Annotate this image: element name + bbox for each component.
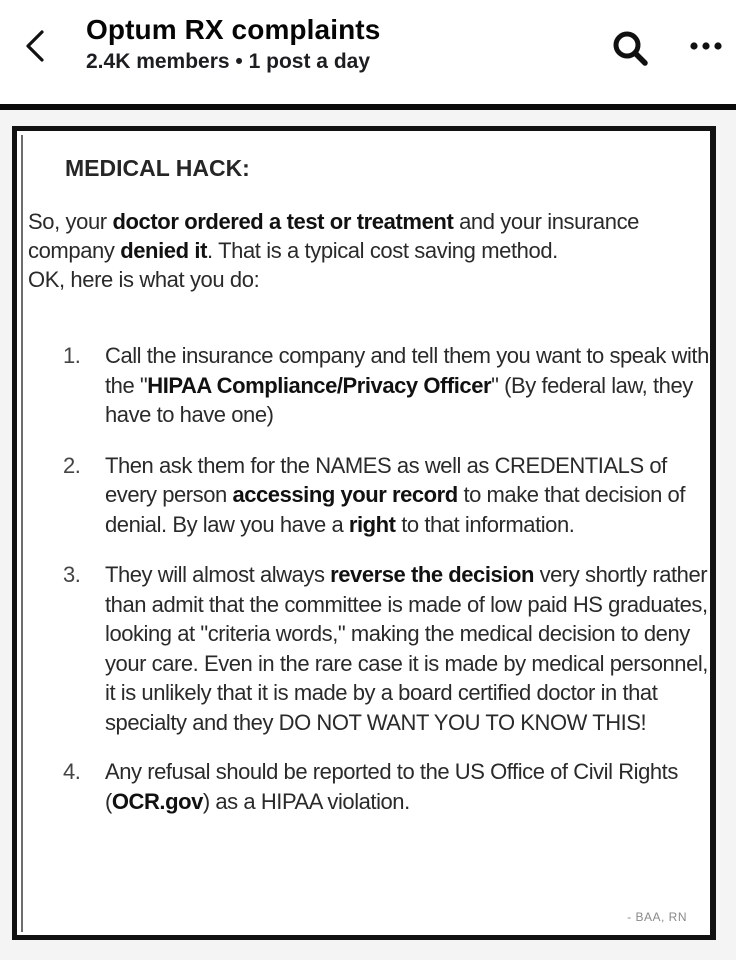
group-meta <box>86 50 370 74</box>
item-bold: right <box>348 511 396 537</box>
list-item <box>63 560 713 737</box>
item-text: They will almost always <box>105 562 331 587</box>
list-number: 4. <box>63 759 81 784</box>
back-button[interactable] <box>18 26 54 66</box>
list-item <box>63 341 713 430</box>
meta-separator: • <box>235 50 243 73</box>
item-text: to make that decision of denial. By law you have a <box>105 482 685 537</box>
item-text: to that information. <box>395 511 575 537</box>
post-image-area <box>0 110 736 960</box>
item-text: Then ask them for the NAMES as well as CREDENTIALS of every person <box>105 452 667 507</box>
item-text: Call the insurance company and tell them you want to speak with the " <box>105 343 709 398</box>
post-intro <box>28 207 708 294</box>
post-signature: - BAA, RN <box>627 910 687 924</box>
list-number: 2. <box>63 452 81 478</box>
group-title[interactable]: Optum RX complaints <box>86 14 381 45</box>
intro-instruction: OK, here is what you do: <box>28 267 260 292</box>
intro-bold: doctor ordered a test or treatment <box>112 209 454 234</box>
item-bold: reverse the decision <box>330 562 534 587</box>
item-bold: accessing your record <box>232 482 458 507</box>
post-frequency: 1 post a day <box>248 50 371 73</box>
group-header <box>0 0 736 104</box>
search-icon <box>610 28 650 68</box>
intro-bold: denied it <box>120 238 208 263</box>
more-horizontal-icon <box>686 32 726 62</box>
item-bold: OCR.gov <box>111 788 203 814</box>
intro-text: . That is a typical cost saving method. <box>207 238 558 263</box>
item-text: Any refusal should be reported to the US Office of Civil Rights ( <box>105 759 678 814</box>
list-item <box>63 451 713 540</box>
list-number: 1. <box>63 343 81 368</box>
item-text: very shortly rather than admit that the committee is made of low paid HS graduates, looking at "criteria words," making the medical decision to deny your care. Even in the rare case it is made by medical personnel, it is unlikely that it is made by a board certified doctor in that specialty and they DO NOT WANT YOU TO KNOW THIS! <box>105 562 708 735</box>
chevron-left-icon <box>18 26 54 66</box>
list-number: 3. <box>63 562 81 587</box>
instruction-list <box>63 341 713 816</box>
post-heading: MEDICAL HACK: <box>65 155 250 181</box>
search-button[interactable] <box>610 28 650 68</box>
list-item <box>63 757 713 816</box>
more-options-button[interactable] <box>686 32 726 62</box>
post-image-content <box>21 135 707 932</box>
item-text: ) as a HIPAA violation. <box>202 788 410 814</box>
post-image[interactable] <box>12 126 716 940</box>
item-text: " (By federal law, they have to have one) <box>105 372 693 427</box>
item-bold: HIPAA Compliance/Privacy Officer <box>147 372 492 398</box>
intro-text: So, your <box>28 209 113 234</box>
member-count: 2.4K members <box>86 50 230 73</box>
intro-text: and your insurance company <box>28 209 640 263</box>
